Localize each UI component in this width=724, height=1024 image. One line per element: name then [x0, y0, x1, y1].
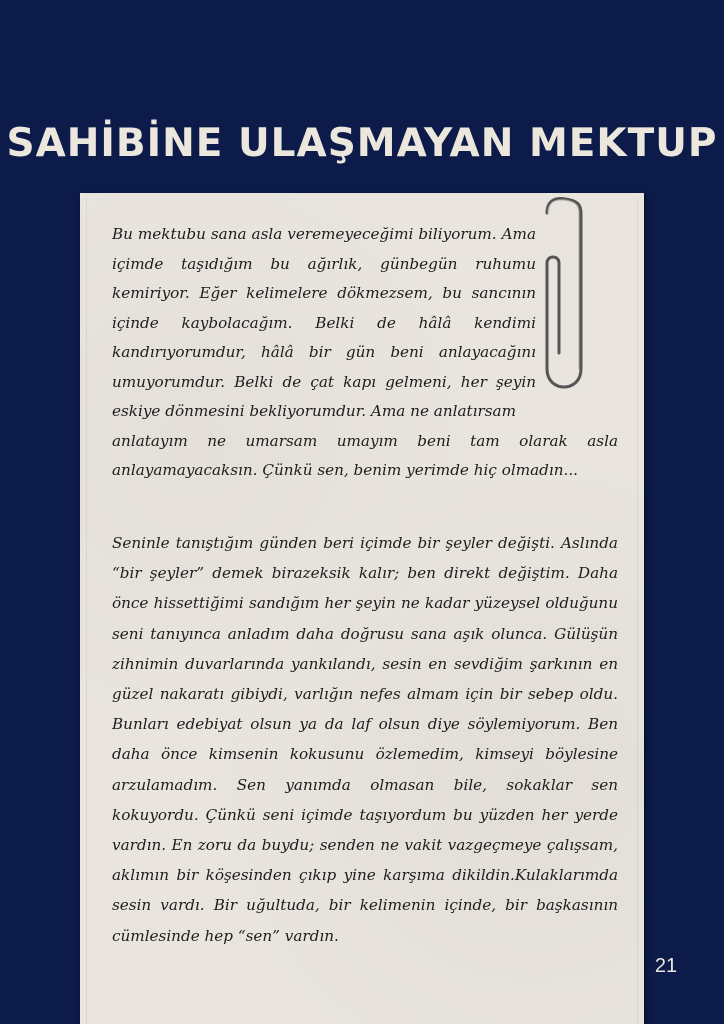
page-title: SAHİBİNE ULAŞMAYAN MEKTUP: [6, 121, 718, 166]
letter-paragraph-1-top: Bu mektubu sana asla veremeyeceğimi biliyorum. Ama içimde taşıdığım bu ağırlık, günbegün ruhumu kemiriyor. Eğer kelimelere dökmezsem, bu sancının içinde kaybolacağım. Belki de hâlâ kendimi kandırıyorumdur, hâlâ bir gün beni anlayacağını umuyorumdur. Belki de çat kapı gelmeni, her şeyin eskiye dönmesini bekliyorumdur. Ama ne anlatırsam: [112, 225, 536, 420]
letter-paragraph-1-bottom: anlatayım ne umarsam umayım beni tam olarak asla anlayamayacaksın. Çünkü sen, benim yerimde hiç olmadın...: [112, 431, 618, 479]
letter-paragraph-2: Seninle tanıştığım günden beri içimde bir şeyler değişti. Aslında “bir şeyler” demek birazeksik kalır; ben direkt değiştim. Daha önce hissettiğimi sandığım her şeyin ne kadar yüzeysel olduğunu seni tanıyınca anladım daha doğrusu sana aşık olunca. Gülüşün zihnimin duvarlarında yankılandı, sesin en sevdiğim şarkının en güzel nakaratı gibiydi, varlığın nefes almam için bir sebep oldu. Bunları edebiyat olsun ya da laf olsun diye söylemiyorum. Ben daha önce kimsenin kokusunu özlemedim, kimseyi böylesine arzulamadım. Sen yanımda olmasan bile, sokaklar sen kokuyordu. Çünkü seni içimde taşıyordum bu yüzden her yerde vardın. En zoru da buydu; senden ne vakit vazgeçmeye çalışsam, aklımın bir köşesinden çıkıp yine karşıma dikildin.Kulaklarımda sesin vardı. Bir uğultuda, bir kelimenin içinde, bir başkasının cümlesinde hep “sen” vardın.: [112, 534, 618, 945]
page-number: 21: [654, 955, 678, 977]
paperclip-icon: [537, 193, 607, 408]
